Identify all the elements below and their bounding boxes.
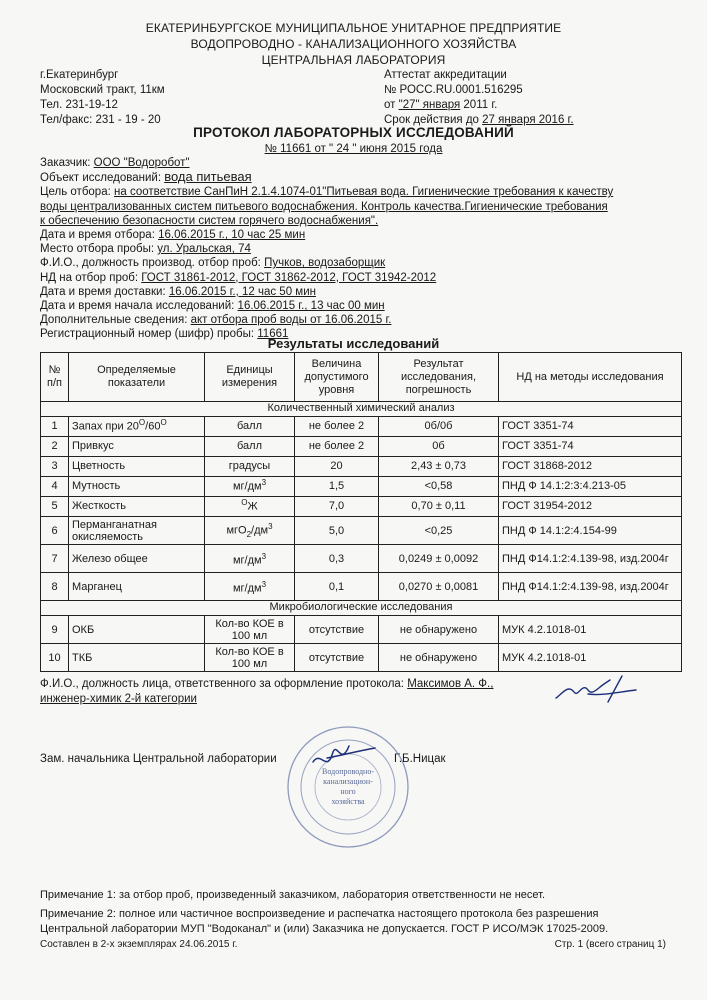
accreditation-block — [384, 68, 574, 128]
city: г.Екатеринбург — [40, 69, 119, 81]
stamp-text-3: ного — [340, 787, 356, 796]
table-row: 2 Привкус балл не более 2 0б ГОСТ 3351-74 — [41, 437, 682, 457]
chief-title: Зам. начальника Центральной лаборатории — [40, 753, 277, 765]
results-title: Результаты исследований — [267, 336, 440, 351]
table-row: 5 Жесткость $^О$Ж 7,0 0,70 ± 0,11 ГОСТ 31954-2012 — [41, 497, 682, 517]
purpose-line-3: к обеспечению безопасности систем горячего водоснабжения". — [40, 214, 379, 227]
col-number: № п/п — [41, 353, 69, 402]
page-number: Стр. 1 (всего страниц 1) — [554, 939, 666, 950]
phone: Тел. 231-19-12 — [40, 99, 118, 111]
accreditation-date-day: "27" января — [398, 99, 461, 111]
col-method: НД на методы исследования — [499, 353, 682, 402]
accreditation-validity: Срок действия до 27 января 2016 г. — [384, 114, 574, 126]
col-result: Результат исследования, погрешность — [379, 353, 499, 402]
purpose-line-2: воды централизованных систем питьевого водоснабжения. Контроль качества.Гигиенические требования — [40, 200, 608, 213]
organization-header — [0, 20, 707, 68]
lab-contacts — [40, 68, 165, 128]
laboratory-stamp — [283, 722, 413, 852]
table-row: 8 Марганец $мг/дм^3$ 0,1 0,0270 ± 0,0081 ПНД Ф14.1:2:4.139-98, изд.2004г — [41, 573, 682, 601]
org-line-3: ЦЕНТРАЛЬНАЯ ЛАБОРАТОРИЯ — [261, 53, 446, 67]
note-2: Примечание 2: полное или частичное воспроизведение и распечатка настоящего протокола без разрешения — [40, 908, 599, 920]
section-chemical: Количественный химический анализ — [41, 402, 682, 417]
registration-number: Регистрационный номер (шифр) пробы: 11661 — [40, 328, 289, 341]
protocol-title: ПРОТОКОЛ ЛАБОРАТОРНЫХ ИССЛЕДОВАНИЙ — [193, 125, 514, 140]
table-row: 9 ОКБ Кол-во КОЕ в 100 мл отсутствие не обнаружено МУК 4.2.1018-01 — [41, 616, 682, 644]
footer — [40, 939, 666, 952]
sampling-place: Место отбора пробы: ул. Уральская, 74 — [40, 243, 251, 256]
sampling-standard: НД на отбор проб: ГОСТ 31861-2012, ГОСТ 31862-2012, ГОСТ 31942-2012 — [40, 271, 437, 284]
table-header-row — [41, 353, 682, 402]
note-1: Примечание 1: за отбор проб, произведенный заказчиком, лаборатория ответственности не несет. — [40, 889, 546, 901]
start-datetime: Дата и время начала исследований: 16.06.2015 г., 13 час 00 мин — [40, 300, 385, 313]
col-limit: Величина допустимого уровня — [295, 353, 379, 402]
address: Московский тракт, 11км — [40, 84, 165, 96]
table-row: 7 Железо общее $мг/дм^3$ 0,3 0,0249 ± 0,0092 ПНД Ф14.1:2:4.139-98, изд.2004г — [41, 545, 682, 573]
accreditation-title: Аттестат аккредитации — [384, 69, 507, 81]
stamp-text-4: хозяйства — [331, 797, 365, 806]
copies-note: Составлен в 2-х экземплярах 24.06.2015 г. — [40, 939, 238, 950]
sampler: Ф.И.О., должность производ. отбор проб: Пучков, водозаборщик — [40, 257, 386, 270]
table-row: 1 Запах при $20^О/60^О$ балл не более 2 0б/0б ГОСТ 3351-74 — [41, 417, 682, 437]
col-unit: Единицы измерения — [205, 353, 295, 402]
protocol-number: № 11661 от " 24 " июня 2015 года — [264, 143, 443, 155]
stamp-text-2: канализацион- — [323, 777, 373, 786]
section-microbiology: Микробиологические исследования — [41, 601, 682, 616]
extra-info: Дополнительные сведения: акт отбора проб воды от 16.06.2015 г. — [40, 314, 392, 327]
customer-value: ООО "Водоробот" — [93, 157, 190, 169]
col-indicator: Определяемые показатели — [69, 353, 205, 402]
responsible-signature — [552, 672, 648, 706]
table-row: 6 Перманганатная окисляемость $мгО_2/дм^3$ 5,0 <0,25 ПНД Ф 14.1:2:4.154-99 — [41, 517, 682, 545]
org-line-1: ЕКАТЕРИНБУРГСКОЕ МУНИЦИПАЛЬНОЕ УНИТАРНОЕ ПРЕДПРИЯТИЕ — [145, 21, 562, 35]
responsible-position: инженер-химик 2-й категории — [40, 693, 197, 705]
org-line-2: ВОДОПРОВОДНО - КАНАЛИЗАЦИОННОГО ХОЗЯЙСТВА — [190, 37, 517, 51]
delivery-datetime: Дата и время доставки: 16.06.2015 г., 12 час 50 мин — [40, 285, 316, 298]
responsible-person: Ф.И.О., должность лица, ответственного за оформление протокола: Максимов А. Ф., инженер-химик 2-й категории — [40, 678, 494, 705]
responsible-name: Максимов А. Ф., — [407, 678, 494, 690]
chief-name: Г.Б.Ницак — [394, 753, 446, 765]
validity-date: 27 января 2016 г. — [482, 114, 574, 126]
purpose: Цель отбора: на соответствие СанПиН 2.1.4.1074-01"Питьевая вода. Гигиенические требования к качеству — [40, 186, 614, 199]
table-row: 3 Цветность градусы 20 2,43 ± 0,73 ГОСТ 31868-2012 — [41, 457, 682, 477]
sample-details — [40, 156, 670, 342]
table-row: 4 Мутность $мг/дм^3$ 1,5 <0,58 ПНД Ф 14.1:2:3:4.213-05 — [41, 477, 682, 497]
note-2-continued: Центральной лаборатории МУП "Водоканал" и (или) Заказчика не допускается. ГОСТ Р ИСО/МЭК 17025-2009. — [40, 923, 609, 935]
table-row: 10 ТКБ Кол-во КОЕ в 100 мл отсутствие не обнаружено МУК 4.2.1018-01 — [41, 644, 682, 672]
accreditation-number: № РОСС.RU.0001.516295 — [384, 84, 523, 96]
sampling-datetime: Дата и время отбора: 16.06.2015 г., 10 час 25 мин — [40, 229, 306, 242]
results-table — [40, 352, 682, 672]
customer: Заказчик: ООО "Водоробот" — [40, 157, 190, 169]
notes — [40, 888, 660, 937]
object-value: вода питьевая — [164, 169, 252, 185]
fax: Тел/факс: 231 - 19 - 20 — [40, 114, 161, 126]
object: Объект исследований: вода питьевая — [40, 169, 252, 185]
stamp-text-1: Водопроводно- — [322, 767, 374, 776]
accreditation-date: от "27" января 2011 г. — [384, 99, 498, 111]
